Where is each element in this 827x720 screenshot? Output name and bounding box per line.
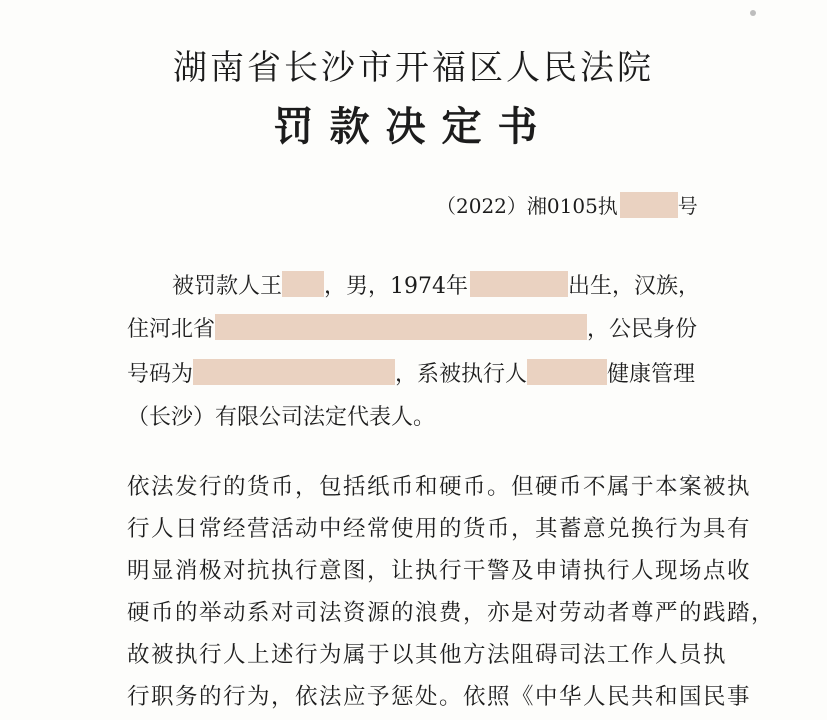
- redaction-box-id-number: [193, 359, 395, 385]
- party-id-label: ，公民身份: [587, 316, 698, 342]
- document-title: 罚款决定书: [273, 103, 554, 150]
- party-executee-label: ，系被执行人: [395, 361, 528, 387]
- party-line-1: [172, 266, 700, 302]
- body-line-6: 行职务的行为，依法应予惩处。依照《中华人民共和国民事: [127, 684, 752, 710]
- party-line-4: [127, 397, 435, 433]
- redaction-box-address: [215, 314, 587, 340]
- redaction-box-company: [527, 359, 607, 385]
- court-name: 湖南省长沙市开福区人民法院: [173, 48, 654, 88]
- party-company-name: 健康管理: [607, 361, 696, 387]
- body-line-4: 硬币的举动系对司法资源的浪费，亦是对劳动者尊严的践踏，: [127, 600, 776, 626]
- party-role: （长沙）有限公司法定代表人。: [127, 404, 436, 430]
- case-number-suffix: 号: [677, 194, 698, 218]
- redaction-box-case-number: [620, 192, 678, 218]
- party-id-number-label: 号码为: [127, 361, 194, 387]
- party-name-label: 被罚款人王: [172, 273, 283, 299]
- party-line-2: [127, 309, 697, 345]
- case-number-prefix: （2022）湘0105执: [436, 194, 618, 218]
- redaction-box-birthdate: [470, 271, 568, 297]
- redaction-box-name: [282, 271, 324, 297]
- party-line-3: [127, 354, 695, 390]
- body-line-3: 明显消极对抗执行意图，让执行干警及申请执行人现场点收: [127, 558, 752, 584]
- body-line-1: 依法发行的货币，包括纸币和硬币。但硬币不属于本案被执: [127, 474, 752, 500]
- case-number: [436, 190, 698, 219]
- party-ethnicity: 出生，汉族，: [568, 273, 701, 299]
- party-gender-birth: ，男，1974年: [324, 273, 469, 299]
- scan-speck: [750, 10, 756, 16]
- body-line-5: 故被执行人上述行为属于以其他方法阻碍司法工作人员执: [127, 642, 728, 668]
- body-line-2: 行人日常经营活动中经常使用的货币，其蓄意兑换行为具有: [127, 516, 752, 542]
- party-address-label: 住河北省: [127, 316, 216, 342]
